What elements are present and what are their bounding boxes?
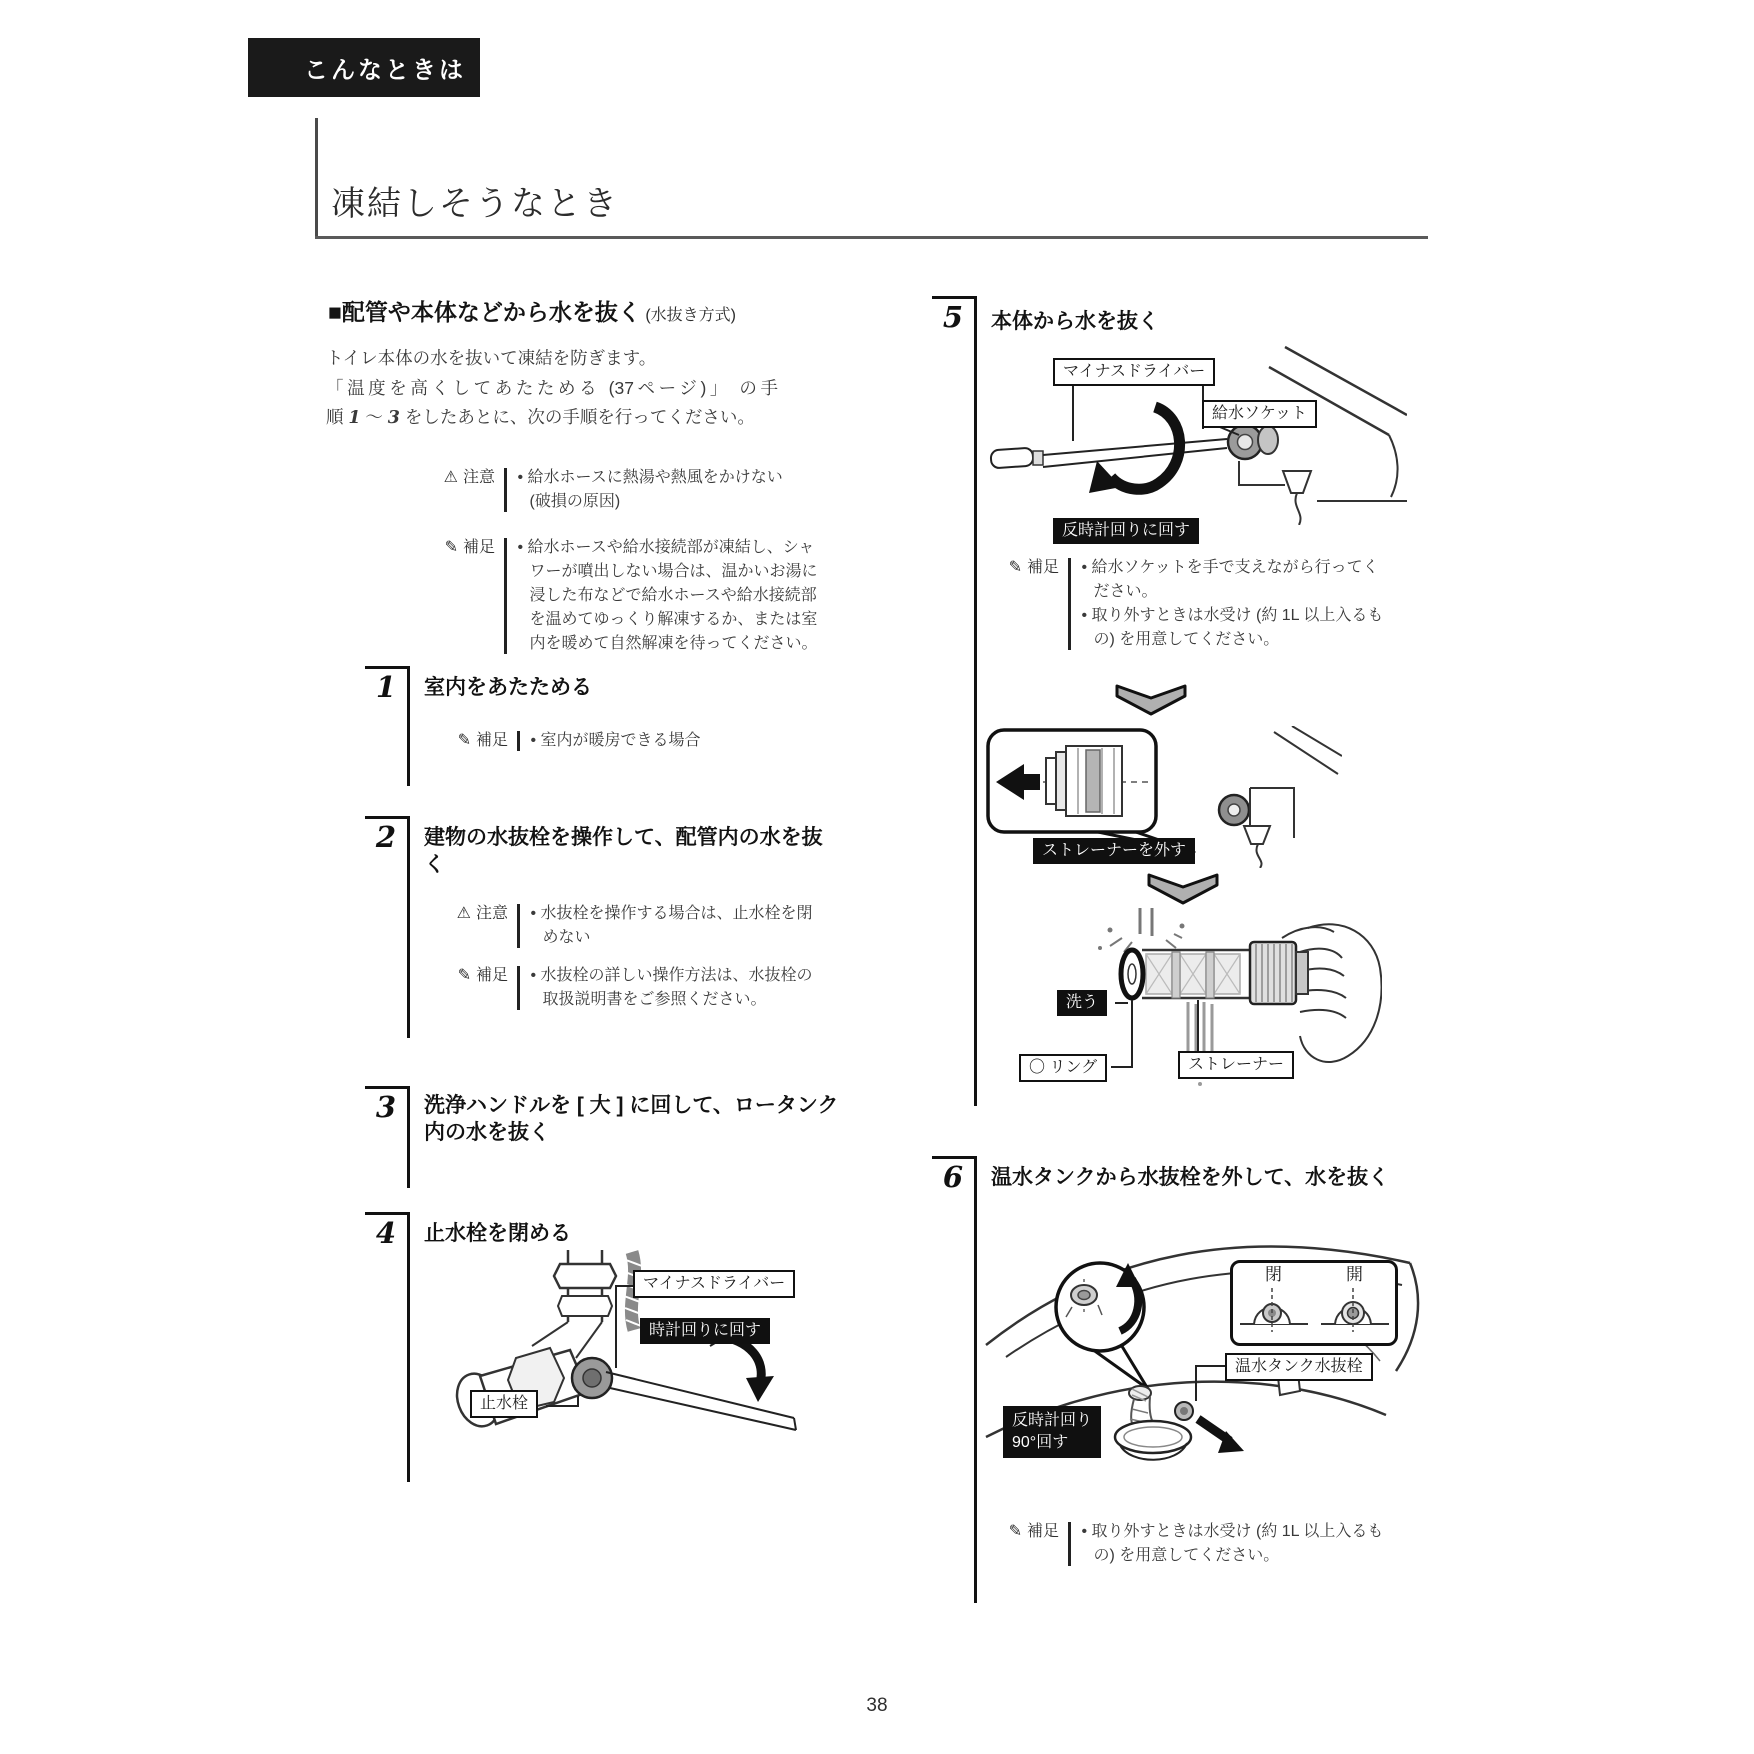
note-line: (破損の原因)	[529, 493, 621, 510]
tank-drain-plug-label: 温水タンク水抜栓	[1225, 1353, 1373, 1381]
step-number: 5	[932, 296, 974, 1106]
note-line: • 取り外すときは水受け (約 1L 以上入るも	[1081, 1523, 1384, 1540]
intro-line: トイレ本体の水を抜いて凍結を防ぎます。	[326, 348, 657, 368]
screwdriver-shaft	[1043, 439, 1227, 467]
supplement-label: 補足	[462, 539, 495, 556]
note-line: 取扱説明書をご参照ください。	[542, 991, 767, 1008]
screwdriver-label: マイナスドライバー	[633, 1270, 795, 1298]
note-divider	[1068, 1522, 1071, 1566]
strainer-label: ストレーナー	[1178, 1051, 1294, 1079]
open-close-indicator-panel	[1230, 1260, 1398, 1346]
pencil-icon: ✎	[1008, 559, 1022, 576]
section-tab-label: こんなときは	[304, 57, 466, 84]
water-socket-label: 給水ソケット	[1202, 400, 1317, 428]
note-line: ださい。	[1093, 583, 1158, 600]
open-label: 開	[1346, 1265, 1363, 1284]
page-title: 凍結しそうなとき	[331, 185, 619, 223]
note-line: • 室内が暖房できる場合	[530, 732, 701, 749]
supplement-label: 補足	[1026, 1523, 1059, 1540]
step-2	[365, 816, 823, 1038]
closed-label: 閉	[1265, 1265, 1282, 1284]
note-line: • 取り外すときは水受け (約 1L 以上入るも	[1081, 607, 1384, 624]
intro-line: 「温度を高くしてあたためる (37ページ)」 の手	[326, 377, 778, 398]
step-title: 止水栓を閉める	[424, 1222, 571, 1245]
step-number: 3	[365, 1086, 407, 1188]
note-line: めない	[542, 929, 591, 946]
subsection-heading-main: ■配管や本体などから水を抜く	[328, 299, 641, 325]
water-basin	[1115, 1421, 1191, 1453]
title-rule-vertical	[315, 118, 318, 237]
subsection-heading	[328, 294, 736, 327]
note-line: 浸した布などで給水ホースや給水接続部	[529, 587, 817, 604]
step-title: 本体から水を抜く	[991, 310, 1159, 333]
note-divider	[1068, 558, 1071, 650]
supplement-label: 補足	[475, 967, 508, 984]
note-line: • 給水ホースや給水接続部が凍結し、シャ	[517, 539, 815, 556]
note-divider	[517, 731, 520, 751]
step-title: 温水タンクから水抜栓を外して、水を抜く	[991, 1166, 1390, 1189]
step-title: 洗浄ハンドルを [ 大 ] に回して、ロータンク 内の水を抜く	[424, 1094, 839, 1144]
open-position-icon	[1317, 1284, 1393, 1336]
supplement-label: 補足	[1026, 559, 1059, 576]
caution-label: 注意	[475, 905, 508, 922]
badge-line: 90°回す	[1012, 1434, 1069, 1451]
pencil-icon: ✎	[1008, 1523, 1022, 1540]
section-tab	[248, 38, 480, 97]
down-chevron-icon	[1115, 684, 1187, 716]
caution-label: 注意	[462, 469, 495, 486]
step-1	[365, 666, 820, 786]
badge-line: 反時計回り	[1012, 1412, 1093, 1429]
note-divider	[517, 966, 520, 1010]
turn-counterclockwise-90-badge	[1003, 1406, 1101, 1458]
note-line: の) を用意してください。	[1093, 1547, 1280, 1564]
note-line: ワーが噴出しない場合は、温かいお湯に	[529, 563, 818, 580]
supplement-note	[989, 556, 1383, 652]
note-divider	[504, 468, 507, 512]
note-line: • 給水ホースに熱湯や熱風をかけない	[517, 469, 783, 486]
note-line: • 水抜栓を操作する場合は、止水栓を閉	[530, 905, 813, 922]
note-line: • 水抜栓の詳しい操作方法は、水抜栓の	[530, 967, 813, 984]
supplement-note	[425, 536, 818, 656]
supplement-note	[438, 964, 823, 1012]
step-4	[365, 1212, 820, 1482]
step-3	[365, 1086, 839, 1188]
remove-strainer-badge: ストレーナーを外す	[1033, 838, 1195, 864]
pencil-icon: ✎	[457, 732, 471, 749]
page-number: 38	[866, 1695, 888, 1716]
note-line: 内を暖めて自然解凍を待ってください。	[529, 635, 818, 652]
step-title: 建物の水抜栓を操作して、配管内の水を抜 く	[424, 826, 823, 876]
step-number: 1	[365, 666, 407, 786]
intro-paragraph	[326, 344, 778, 434]
step-number: 6	[932, 1156, 974, 1603]
note-divider	[517, 904, 520, 948]
o-ring-label: 〇 リング	[1019, 1054, 1107, 1082]
note-line: の) を用意してください。	[1093, 631, 1280, 648]
screwdriver-label: マイナスドライバー	[1053, 358, 1215, 386]
note-line: • 給水ソケットを手で支えながら行ってく	[1081, 559, 1379, 576]
title-rule-horizontal	[315, 236, 1428, 239]
closed-position-icon	[1236, 1284, 1312, 1336]
step-number: 2	[365, 816, 407, 1038]
supplement-label: 補足	[475, 732, 508, 749]
step-6	[932, 1156, 1437, 1603]
wash-badge: 洗う	[1057, 990, 1107, 1016]
stop-valve-label: 止水栓	[470, 1390, 538, 1418]
caution-note	[425, 466, 783, 514]
step-5	[932, 296, 1437, 1106]
turn-counterclockwise-badge: 反時計回りに回す	[1053, 518, 1199, 544]
note-divider	[504, 538, 507, 654]
supplement-note	[438, 729, 820, 753]
intro-line: 順 1 ～ 3 をしたあとに、次の手順を行ってください。	[326, 407, 755, 428]
step-title: 室内をあたためる	[424, 676, 592, 699]
warning-icon: ⚠	[456, 905, 471, 922]
pencil-icon: ✎	[457, 967, 471, 984]
note-line: を温めてゆっくり解凍するか、または室	[529, 611, 818, 628]
subsection-heading-sub: (水抜き方式)	[640, 307, 737, 324]
step-number: 4	[365, 1212, 407, 1482]
warning-icon: ⚠	[443, 469, 458, 486]
caution-note	[438, 902, 823, 950]
down-chevron-icon	[1147, 873, 1219, 905]
turn-clockwise-badge: 時計回りに回す	[640, 1318, 770, 1344]
supplement-note	[989, 1520, 1383, 1568]
pencil-icon: ✎	[444, 539, 458, 556]
